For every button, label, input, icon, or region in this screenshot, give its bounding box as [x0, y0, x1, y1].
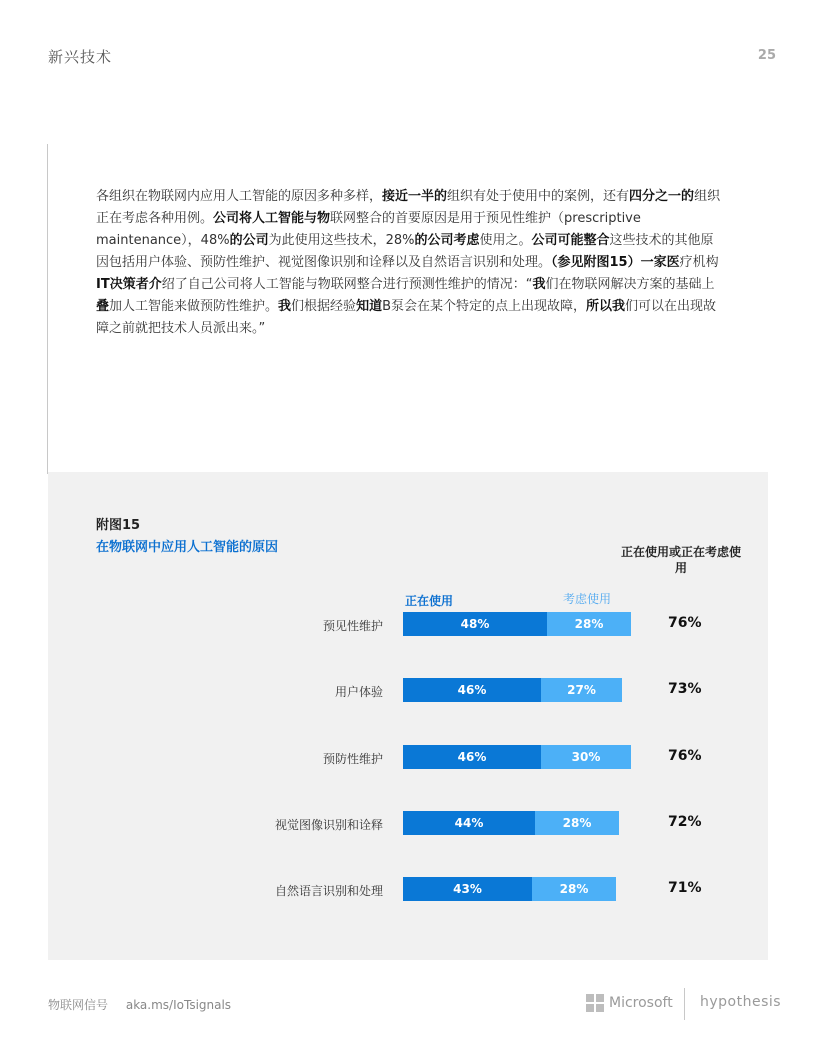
body-text-run: 各组织在物联网内应用人工智能的原因多种多样， — [96, 189, 383, 204]
bar-considering: 28% — [547, 612, 631, 636]
bar-total: 76% — [668, 748, 702, 764]
body-paragraph — [96, 186, 726, 340]
bar-in-use: 48% — [403, 612, 547, 636]
bar-track — [403, 612, 653, 636]
category-label: 自然语言识别和处理 — [274, 884, 383, 898]
bar-considering: 28% — [532, 877, 616, 901]
body-text-run: 组织正在考虑各种用例。 — [96, 189, 721, 226]
microsoft-squares-icon — [586, 994, 604, 1012]
hypothesis-logo: hypothesis — [700, 994, 782, 1010]
body-text-run: 使用之。 — [479, 233, 532, 248]
figure-panel — [48, 472, 768, 960]
body-text-run: 叠 — [96, 299, 110, 314]
legend-in-use: 正在使用 — [405, 594, 454, 608]
body-text-run: B泵会在某个特定的点上出现故障， — [382, 299, 586, 314]
category-label: 视觉图像识别和诠释 — [274, 818, 383, 832]
body-text-run: 我 — [532, 277, 546, 292]
bar-considering: 30% — [541, 745, 631, 769]
bar-considering: 28% — [535, 811, 619, 835]
bar-track — [403, 745, 653, 769]
bar-in-use: 43% — [403, 877, 532, 901]
body-text-run: 的公司考虑 — [414, 233, 480, 248]
bar-total: 72% — [668, 814, 702, 830]
body-text-run: 加人工智能来做预防性维护。 — [109, 299, 279, 314]
bar-track — [403, 678, 653, 702]
bar-row — [48, 612, 768, 638]
body-text-run: IT决策者介 — [96, 277, 162, 292]
bar-in-use: 44% — [403, 811, 535, 835]
side-rule — [47, 144, 48, 474]
body-text-run: 们根据经验 — [291, 299, 357, 314]
category-label: 用户体验 — [334, 685, 383, 699]
body-text-run: 联网整合的首要原因是用于预见性维护（prescriptive maintenance），48% — [96, 211, 641, 248]
footer-divider — [684, 988, 685, 1020]
body-text-run: 为此使用这些技术，28% — [268, 233, 415, 248]
bar-in-use: 46% — [403, 745, 541, 769]
legend-considering: 考虑使用 — [563, 592, 612, 606]
footer-url[interactable]: aka.ms/IoTsignals — [125, 998, 232, 1012]
body-text-run: 组织有处于使用中的案例，还有 — [447, 189, 630, 204]
figure-number: 附图15 — [96, 518, 141, 533]
bar-row — [48, 877, 768, 903]
body-text-run: 知道 — [356, 299, 383, 314]
microsoft-logo — [586, 994, 673, 1012]
body-text-run: 公司可能整合 — [531, 233, 610, 248]
bar-considering: 27% — [541, 678, 622, 702]
bar-row — [48, 745, 768, 771]
body-text-run: 疗机构 — [679, 255, 719, 270]
body-text-run: （参见附图15）一家医 — [551, 255, 680, 270]
body-text-run: 们可以在出现故障之前就把技术人员派出来。” — [96, 299, 717, 336]
footer-signals: 物联网信号 — [48, 998, 109, 1012]
category-label: 预防性维护 — [322, 752, 383, 766]
body-text-run: 我 — [278, 299, 292, 314]
body-text-run: 绍了自己公司将人工智能与物联网整合进行预测性维护的情况：“ — [161, 277, 533, 292]
total-column-header: 正在使用或正在考虑使用 — [620, 545, 741, 575]
bar-row — [48, 811, 768, 837]
header-title: 新兴技术 — [48, 48, 113, 66]
body-text-run: 这些技术的其他原因包括用户体验、预防性维护、视觉图像识别和诠释以及自然语言识别和处理。 — [96, 233, 714, 270]
bar-track — [403, 811, 653, 835]
body-text-run: 所以我 — [586, 299, 626, 314]
body-text-run: 们在物联网解决方案的基础上 — [545, 277, 715, 292]
body-text-run: 四分之一的 — [629, 189, 695, 204]
body-text-run: 公司将人工智能与物 — [213, 211, 331, 226]
bar-total: 73% — [668, 681, 702, 697]
page-number: 25 — [757, 48, 776, 63]
bar-total: 76% — [668, 615, 702, 631]
bar-in-use: 46% — [403, 678, 541, 702]
microsoft-wordmark: Microsoft — [609, 995, 673, 1011]
footer-source — [48, 996, 231, 1013]
bar-total: 71% — [668, 880, 702, 896]
figure-title: 在物联网中应用人工智能的原因 — [96, 540, 279, 555]
body-text-run: 接近一半的 — [382, 189, 448, 204]
body-text-run: 的公司 — [229, 233, 269, 248]
category-label: 预见性维护 — [322, 619, 383, 633]
bar-track — [403, 877, 653, 901]
bar-row — [48, 678, 768, 704]
